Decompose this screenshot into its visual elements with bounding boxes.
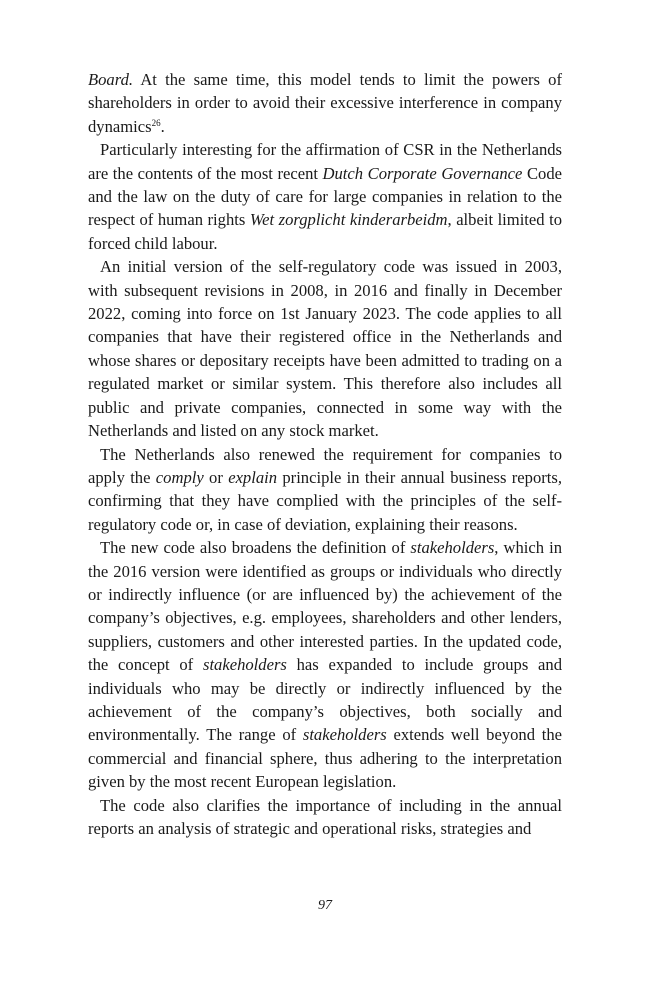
text-run: , which in the 2016 version were identified as groups or individuals who directly or indirectly influence (or are influenced by) the achievement of the company’s objectives, e.g. employees, shareholders and other lenders, suppliers, customers and other interested parties. In the updated code, the concept of (88, 538, 563, 675)
text-run: , albeit limited to forced child labour. (88, 210, 562, 253)
text-run-italic: Wet zorgplicht kinderarbeidm (249, 210, 448, 230)
text-run-italic: stakeholders (202, 655, 287, 675)
text-run-italic: stakeholders (410, 538, 495, 558)
text-run: At the same time, this model tends to limit the powers of shareholders in order to avoid their excessive interference in company dynamics (88, 70, 562, 136)
text-run: Code and the law on the duty of care for large companies in relation to the respect of human rights (88, 163, 562, 230)
text-run-italic: Board. (88, 70, 134, 89)
paragraph-5 (88, 536, 562, 793)
text-run: confirming that they have complied with the principles of the self-regulatory code or, in case of deviation, explaining their reasons. (88, 491, 562, 534)
text-run-italic: explain (228, 467, 278, 487)
paragraph-3 (88, 255, 562, 442)
paragraph-1 (88, 68, 562, 138)
text-run-italic: Dutch Corporate Governance (322, 163, 523, 183)
text-run-italic: comply (155, 467, 204, 487)
text-run-italic: , (557, 467, 563, 487)
text-run: . (160, 116, 165, 136)
text-run: or (203, 467, 229, 487)
text-run: The Netherlands also renewed the requirement for companies to apply the (88, 444, 562, 487)
text-run: The code also clarifies the importance of including in the annual reports an analysis of strategic and operational risks, strategies and (88, 795, 562, 838)
page-body (88, 68, 562, 840)
paragraph-4 (88, 443, 562, 537)
footnote-ref: 26 (151, 117, 161, 128)
text-run: principle in their annual business reports (277, 467, 558, 487)
paragraph-6 (88, 794, 562, 841)
text-run-italic: stakeholders (302, 725, 387, 745)
paragraph-2 (88, 138, 562, 255)
text-run: Particularly interesting for the affirmation of CSR in the Netherlands are the contents of the most recent (88, 140, 562, 183)
page-number: 97 (318, 898, 332, 913)
text-run: An initial version of the self-regulatory code was issued in 2003, with subsequent revisions in 2008, in 2016 and finally in December 2022, coming into force on 1st January 2023. The code applies to all companies that have their registered office in the Netherlands and whose shares or depositary receipts have been admitted to trading on a regulated market or similar system. This therefore also includes all public and private companies, connected in some way with the Netherlands and listed on any stock market. (88, 257, 562, 441)
text-run: extends well beyond the commercial and financial sphere, thus adhering to the interpretation given by the most recent European legislation. (88, 725, 562, 792)
text-run: has expanded to include groups and individuals who may be directly or indirectly influenced by the achievement of the company’s objectives, both socially and environmentally. The range of (88, 655, 563, 745)
text-run: The new code also broadens the definition of (100, 538, 411, 558)
